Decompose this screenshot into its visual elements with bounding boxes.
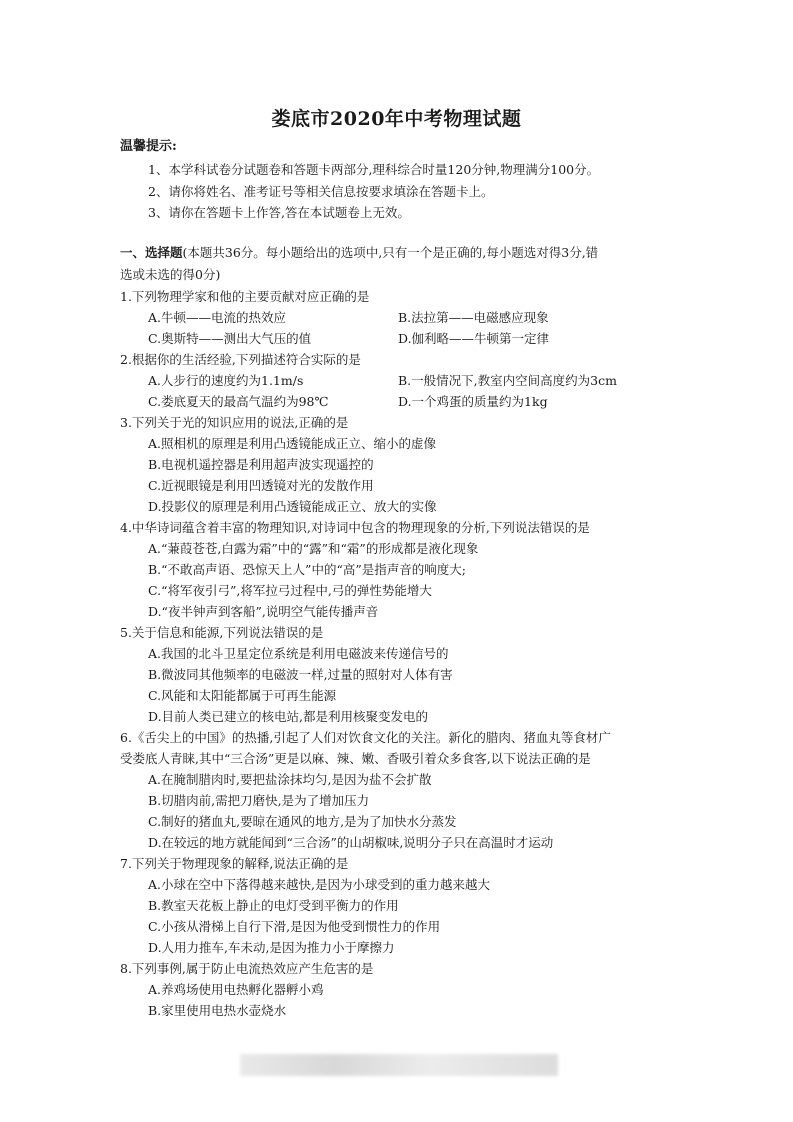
section-description-cont: 选或未选的得0分) — [120, 267, 221, 282]
hint-heading: 温馨提示: — [120, 139, 177, 154]
question-1-option-b: B.法拉第——电磁感应现象 — [398, 310, 549, 325]
question-7-option-b: B.教室天花板上静止的电灯受到平衡力的作用 — [148, 898, 399, 913]
question-6-option-a: A.在腌制腊肉时,要把盐涂抹均匀,是因为盐不会扩散 — [148, 772, 432, 787]
question-7-option-d: D.人用力推车,车未动,是因为推力小于摩擦力 — [148, 940, 395, 955]
section-label: 一、选择题 — [120, 245, 183, 260]
question-6-option-b: B.切腊肉前,需把刀磨快,是为了增加压力 — [148, 793, 370, 808]
question-4-stem: 4.中华诗词蕴含着丰富的物理知识,对诗词中包含的物理现象的分析,下列说法错误的是 — [120, 520, 590, 535]
question-3-option-a: A.照相机的原理是利用凸透镜能成正立、缩小的虚像 — [148, 436, 437, 451]
question-5-option-b: B.微波同其他频率的电磁波一样,过量的照射对人体有害 — [148, 667, 453, 682]
question-1-stem: 1.下列物理学家和他的主要贡献对应正确的是 — [120, 289, 370, 304]
question-7-stem: 7.下列关于物理现象的解释,说法正确的是 — [120, 856, 349, 871]
question-7-option-a: A.小球在空中下落得越来越快,是因为小球受到的重力越来越大 — [148, 877, 490, 892]
question-3-stem: 3.下列关于光的知识应用的说法,正确的是 — [120, 415, 349, 430]
question-7-option-c: C.小孩从滑梯上自行下滑,是因为他受到惯性力的作用 — [148, 919, 441, 934]
question-4-option-c: C.“将军夜引弓”,将军拉弓过程中,弓的弹性势能增大 — [148, 583, 432, 598]
question-4-option-a: A.“蒹葭苍苍,白露为霜”中的“露”和“霜”的形成都是液化现象 — [148, 541, 479, 556]
question-3-option-b: B.电视机遥控器是利用超声波实现遥控的 — [148, 457, 374, 472]
hint-item-1: 1、本学科试卷分试题卷和答题卡两部分,理科综合时量120分钟,物理满分100分。 — [148, 162, 600, 177]
question-2-option-c: C.娄底夏天的最高气温约为98℃ — [148, 394, 329, 409]
question-2-stem: 2.根据你的生活经验,下列描述符合实际的是 — [120, 352, 361, 367]
question-6-option-c: C.制好的猪血丸,要晾在通风的地方,是为了加快水分蒸发 — [148, 814, 457, 829]
question-2-option-b: B.一般情况下,教室内空间高度约为3cm — [398, 373, 617, 388]
question-3-option-d: D.投影仪的原理是利用凸透镜能成正立、放大的实像 — [148, 499, 437, 514]
question-2-option-a: A.人步行的速度约为1.1m/s — [148, 373, 304, 388]
question-1-option-c: C.奥斯特——测出大气压的值 — [148, 331, 312, 346]
question-8-option-a: A.养鸡场使用电热孵化器孵小鸡 — [148, 982, 324, 997]
question-6-stem-cont: 受娄底人青睐,其中“三合汤”更是以麻、辣、嫩、香吸引着众多食客,以下说法正确的是 — [120, 751, 591, 766]
question-4-option-d: D.“夜半钟声到客船”,说明空气能传播声音 — [148, 604, 379, 619]
question-6-stem: 6.《舌尖上的中国》的热播,引起了人们对饮食文化的关注。新化的腊肉、猪血丸等食材广 — [120, 730, 611, 745]
question-3-option-c: C.近视眼镜是利用凹透镜对光的发散作用 — [148, 478, 374, 493]
question-5-option-d: D.目前人类已建立的核电站,都是利用核聚变发电的 — [148, 709, 429, 724]
hint-item-3: 3、请你在答题卡上作答,答在本试题卷上无效。 — [148, 205, 410, 220]
question-2-option-d: D.一个鸡蛋的质量约为1kg — [398, 394, 548, 409]
question-5-option-c: C.风能和太阳能都属于可再生能源 — [148, 688, 337, 703]
question-5-stem: 5.关于信息和能源,下列说法错误的是 — [120, 625, 324, 640]
hint-item-2: 2、请你将姓名、准考证号等相关信息按要求填涂在答题卡上。 — [148, 184, 494, 199]
question-5-option-a: A.我国的北斗卫星定位系统是利用电磁波来传递信号的 — [148, 646, 449, 661]
page-title: 娄底市2020年中考物理试题 — [271, 108, 522, 130]
question-1-option-a: A.牛顿——电流的热效应 — [148, 310, 287, 325]
question-4-option-b: B.“不敢高声语、恐惊天上人”中的“高”是指声音的响度大; — [148, 562, 466, 577]
blurred-footer-watermark — [240, 1054, 558, 1076]
section-heading — [120, 244, 598, 262]
question-6-option-d: D.在较远的地方就能闻到“三合汤”的山胡椒味,说明分子只在高温时才运动 — [148, 835, 554, 850]
question-8-option-b: B.家里使用电热水壶烧水 — [148, 1003, 287, 1018]
question-1-option-d: D.伽利略——牛顿第一定律 — [398, 331, 550, 346]
question-8-stem: 8.下列事例,属于防止电流热效应产生危害的是 — [120, 961, 374, 976]
section-description: (本题共36分。每小题给出的选项中,只有一个是正确的,每小题选对得3分,错 — [182, 245, 599, 260]
